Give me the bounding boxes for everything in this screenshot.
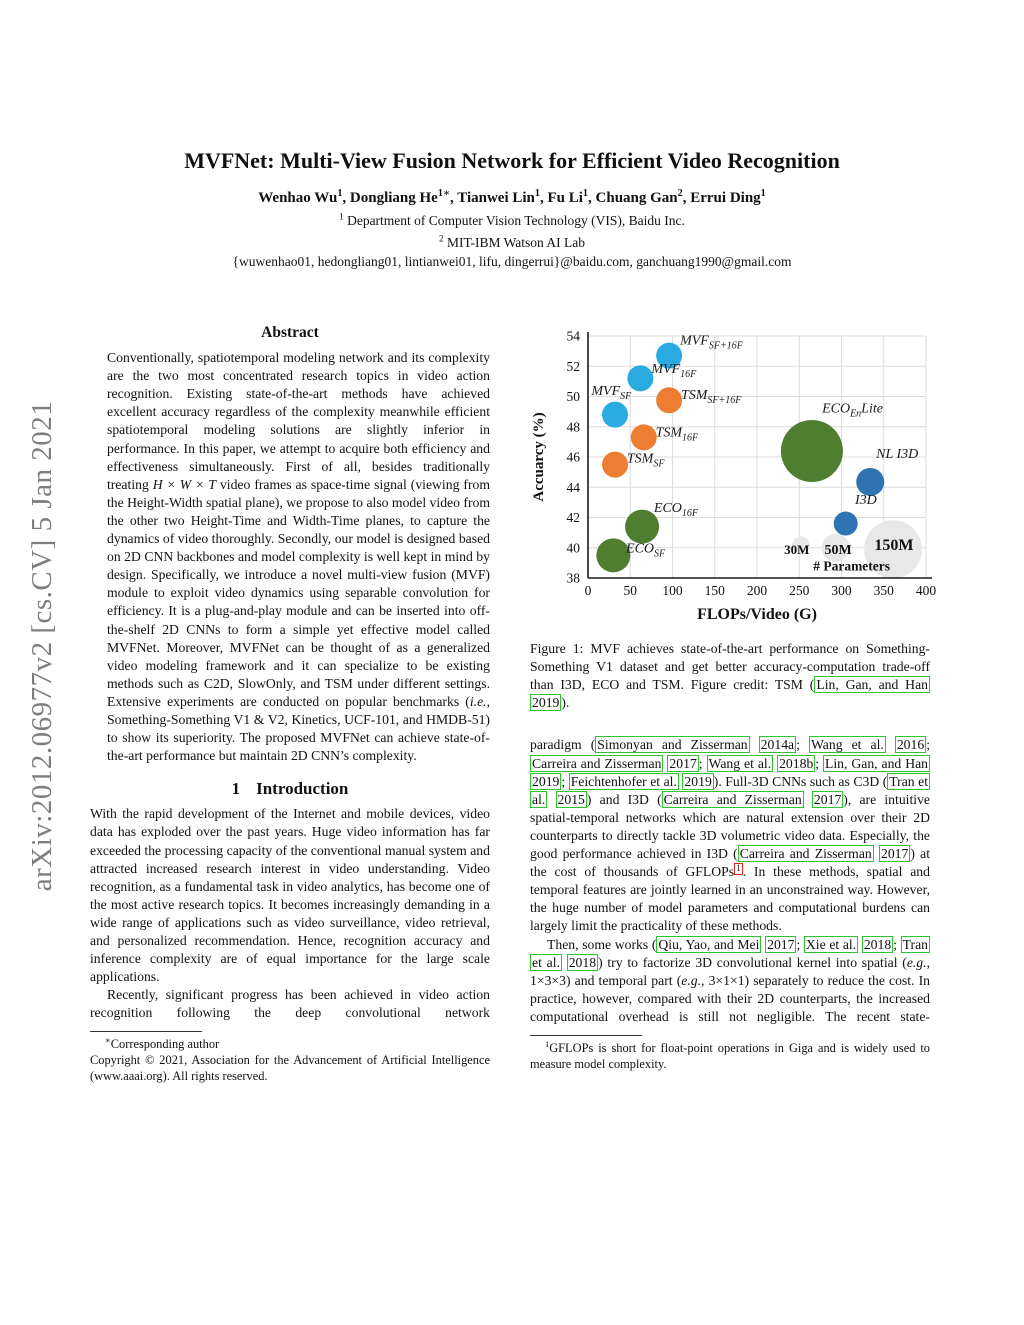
svg-text:MVFSF: $MVF_{SF}$	[591, 383, 632, 402]
svg-text:0: 0	[584, 583, 592, 598]
svg-text:100: 100	[662, 583, 683, 598]
text-segment: 2	[677, 188, 683, 199]
left-footnotes	[90, 1037, 490, 1084]
text-segment: ;	[893, 936, 901, 952]
text-segment: 1	[337, 188, 343, 199]
text-segment: Wenhao Wu	[258, 190, 338, 206]
text-segment: Department of Computer Vision Technology (VIS), Baidu Inc.	[343, 213, 685, 228]
author-emails: {wuwenhao01, hedongliang01, lintianwei01, lifu, dingerrui}@baidu.com, ganchuang1990@gmail.com	[232, 254, 792, 269]
citation-link[interactable]: 2018b	[779, 755, 814, 771]
text-segment	[562, 955, 567, 970]
text-segment: H × W × T	[152, 476, 216, 492]
citation-link[interactable]: Carreira and Zisserman	[663, 791, 802, 807]
citation-link[interactable]: 2014a	[760, 737, 795, 753]
text-segment: 1	[545, 1038, 550, 1049]
text-segment: , Errui Ding	[682, 190, 761, 206]
text-segment	[886, 737, 895, 752]
svg-text:ECOEnLite: $ECO_{En}Lite$	[822, 401, 883, 420]
citation-link[interactable]: Carreira and Zisserman	[532, 755, 662, 771]
citation-link[interactable]: Wang et al.	[810, 737, 884, 753]
svg-text:250: 250	[789, 583, 810, 598]
svg-text:ECO16F: $ECO_{16F}$	[653, 501, 699, 520]
svg-text:44: 44	[566, 479, 580, 495]
text-segment: paradigm (	[530, 737, 596, 753]
intro-paragraph-1: With the rapid development of the Internet and mobile devices, video data has exploded over the past years. Huge video information has far exceeded the processing capacity of the conventional manual system and attracted increased research interest in video understanding. Video recognition, as a fundamental task in video analytics, has become one of the most active research topics. It becomes increasingly demanding in a wide range of applications such as video surveillance, video retrieval, and personalized recommendation. Hence, recognition accuracy and inference complexity are of equal importance for the large scale applications.	[90, 806, 490, 985]
text-segment: ;	[561, 773, 569, 789]
text-segment: ).	[561, 695, 570, 711]
citation-link[interactable]: 2017	[669, 755, 697, 771]
arxiv-watermark: arXiv:2012.06977v2 [cs.CV] 5 Jan 2021	[26, 400, 58, 892]
text-segment: ;	[796, 936, 804, 952]
text-segment: ). Full-3D CNNs such as C3D (	[713, 773, 888, 789]
citation-link[interactable]: 2017	[767, 936, 795, 952]
svg-text:50M: 50M	[824, 542, 852, 558]
citation-link[interactable]: Tran et al.	[532, 936, 928, 970]
affiliation-2	[0, 234, 1024, 251]
right-column	[530, 324, 936, 1085]
svg-text:300: 300	[831, 583, 852, 598]
citation-link[interactable]: 2017	[813, 791, 842, 807]
text-segment: , Something-Something V1 & V2, Kinetics, UCF-101, and HMDB-51) to show its superiority. The proposed MVFNet can achieve state-of-the-art performance but maintain 2D CNN’s complexity.	[107, 693, 490, 764]
footnote-rule-left	[90, 1031, 202, 1032]
svg-text:48: 48	[566, 419, 580, 435]
text-segment: ;	[698, 755, 707, 771]
citation-link[interactable]: Carreira and Zisserman	[739, 846, 872, 862]
text-segment: MIT-IBM Watson AI Lab	[443, 235, 585, 250]
citation-link[interactable]: 2019	[532, 773, 560, 789]
text-segment: , Chuang Gan	[588, 190, 678, 206]
svg-text:54: 54	[566, 328, 580, 344]
svg-text:30M: 30M	[784, 541, 810, 557]
citation-link[interactable]: 2019	[532, 695, 560, 711]
authors-line	[0, 190, 1024, 207]
svg-text:I3D: I3D	[855, 492, 877, 508]
text-segment: e.g.	[681, 972, 702, 988]
text-segment: e.g.	[906, 954, 927, 970]
citation-link[interactable]: Feichtenhofer et al.	[570, 773, 677, 789]
svg-text:NL I3D: NL I3D	[876, 446, 919, 462]
text-segment: GFLOPs is short for float-point operations in Giga and is widely used to measure model complexity.	[530, 1040, 930, 1071]
gflops-footnote	[530, 1038, 930, 1073]
citation-link[interactable]: Wang et al.	[708, 755, 772, 771]
svg-text:50: 50	[623, 583, 637, 598]
svg-text:52: 52	[566, 358, 580, 374]
section-heading-introduction	[90, 780, 490, 798]
paper-header	[0, 0, 1024, 270]
text-segment: , 3×1×1) separately to reduce the cost. In practice, however, compared with their 2D counterparts, the increased computational overhead is still not negligible. The recent state-	[530, 972, 931, 1024]
svg-text:Accuarcy (%): Accuarcy (%)	[531, 412, 547, 502]
text-segment: Figure 1: MVF achieves state-of-the-art performance on Something-Something V1 dataset and get better accuracy-computation trade-off than I3D, ECO and TSM. Figure credit: TSM (	[530, 641, 930, 693]
corresponding-author-note	[90, 1037, 490, 1053]
abstract-text	[107, 349, 490, 765]
text-segment: ) and I3D (	[586, 791, 662, 807]
text-segment: Conventionally, spatiotemporal modeling network and its complexity are the two most concentrated research topics in video action recognition. Existing state-of-the-art methods have achieved excellent accuracy regardless of the complexity meanwhile efficient spatiotemporal modeling solutions are slightly inferior in performance. In this paper, we attempt to acquire both efficiency and effectiveness simultaneously. First of all, besides traditionally treating	[107, 350, 490, 492]
svg-text:# Parameters: # Parameters	[813, 558, 891, 574]
svg-text:150M: 150M	[874, 537, 914, 555]
citation-link[interactable]: Simonyan and Zisserman	[597, 737, 748, 753]
section-title: Introduction	[256, 779, 349, 799]
text-segment: Corresponding author	[110, 1037, 220, 1052]
svg-text:350: 350	[873, 583, 894, 598]
svg-text:MVFSF+16F: $MVF_{SF+16F}$	[680, 333, 743, 352]
svg-text:42: 42	[566, 510, 580, 525]
text-segment: video frames as space-time signal (viewing from the Height-Width spatial plane), we propose to also model video from the other two Height-Time and Width-Time planes, to capture the dynamics of video thoroughly. Secondly, our model is designed based on 2D CNN backbones and model complexity is well kept in mind by design. Specifically, we introduce a novel multi-view fusion (MVF) module to exploit video dynamics using separable convolution for efficiency. It is a plug-and-play module and can be inserted into off-the-shelf 2D CNNs to form a simple yet effective model called MVFNet. Moreover, MVFNet can be thought of as a generalized video modeling framework and it can specialize to be existing methods such as C2D, SlowOnly, and TSM under different settings. Extensive experiments are conducted on popular benchmarks (	[107, 476, 490, 709]
citation-link[interactable]: 2018	[568, 954, 597, 970]
svg-text:400: 400	[915, 583, 936, 598]
citation-link[interactable]: Qiu, Yao, and Mei	[658, 936, 760, 952]
text-segment: 1	[582, 188, 589, 199]
text-segment: i.e.	[469, 693, 487, 709]
text-segment: ;	[796, 737, 809, 753]
text-segment: . In these methods, spatial and temporal features are jointly learned in an unconstrained way. However, the huge number of model parameters and computational burdens can largely limit the practicality of these methods.	[530, 864, 930, 934]
section-number: 1	[231, 779, 241, 799]
text-segment	[547, 792, 555, 807]
citation-link[interactable]: Tran et al.	[532, 773, 929, 807]
text-segment: ∗	[105, 1035, 111, 1046]
citation-link[interactable]: 2016	[896, 737, 925, 753]
text-segment: , 1×3×3) and temporal part (	[530, 954, 930, 988]
left-column	[90, 324, 490, 1085]
figure1-bubble-chart	[530, 324, 936, 624]
svg-text:MVF16F: $MVF_{16F}$	[651, 362, 697, 381]
svg-text:TSMSF+16F: $TSM_{SF+16F}$	[680, 387, 742, 406]
text-segment: , Tianwei Lin	[449, 190, 535, 206]
figure-1	[530, 324, 936, 712]
text-segment: , Dongliang He	[342, 190, 438, 206]
intro-paragraph-2: Recently, significant progress has been achieved in video action recognition following the deep convolutional network	[90, 987, 490, 1021]
citation-link[interactable]: 2018	[863, 936, 892, 952]
figure1-caption	[530, 640, 930, 712]
paper-title: MVFNet: Multi-View Fusion Network for Efficient Video Recognition	[184, 148, 840, 173]
citation-link[interactable]: Lin, Gan, and Han	[825, 755, 929, 771]
svg-text:150: 150	[704, 583, 725, 598]
citation-link[interactable]: Xie et al.	[805, 936, 857, 952]
citation-link[interactable]: 2015	[557, 791, 585, 807]
svg-text:46: 46	[566, 449, 580, 465]
text-segment: 1	[760, 188, 766, 199]
text-segment: ) try to factorize 3D convolutional kernel into spatial (	[598, 954, 907, 970]
footnote-ref-link[interactable]: 1	[736, 863, 741, 874]
abstract-heading: Abstract	[261, 324, 319, 341]
text-segment: 1	[339, 211, 344, 222]
citation-link[interactable]: 2019	[684, 773, 712, 789]
body-paragraph-1	[530, 736, 930, 935]
text-segment: Then, some works (	[547, 936, 657, 952]
footnote-rule-right	[530, 1035, 642, 1036]
text-segment: ) at the cost of thousands of GFLOPs	[530, 846, 931, 880]
body-paragraph-2	[530, 936, 930, 1026]
text-segment: ;	[815, 755, 824, 771]
svg-text:200: 200	[746, 583, 768, 598]
svg-text:TSM16F: $TSM_{16F}$	[655, 425, 699, 444]
text-segment: 1∗	[437, 188, 450, 199]
text-segment: , Fu Li	[539, 190, 583, 206]
copyright-note: Copyright © 2021, Association for the Advancement of Artificial Intelligence (www.aaai.org). All rights reserved.	[90, 1053, 490, 1084]
text-segment	[804, 792, 812, 807]
text-segment: ;	[926, 737, 931, 753]
svg-text:FLOPs/Video (G): FLOPs/Video (G)	[697, 606, 817, 623]
text-segment: 1	[534, 188, 540, 199]
text-segment: ), are intuitive spatial-temporal networks which are natural extension over their 2D counterparts to directly tackle 3D volumetric video data. Especially, the good performance achieved in I3D (	[530, 791, 930, 862]
text-segment: 2	[438, 233, 444, 244]
citation-link[interactable]: 2017	[880, 846, 909, 862]
svg-text:TSMSF: $TSM_{SF}$	[626, 451, 665, 470]
svg-text:ECOSF: $ECO_{SF}$	[626, 541, 666, 560]
two-column-body	[0, 324, 1024, 1085]
affiliation-1	[0, 212, 1024, 229]
citation-link[interactable]: Lin, Gan, and Han	[816, 677, 928, 693]
svg-text:50: 50	[566, 389, 580, 404]
svg-text:40: 40	[566, 540, 580, 556]
text-segment	[750, 737, 759, 752]
svg-text:38: 38	[566, 570, 580, 586]
